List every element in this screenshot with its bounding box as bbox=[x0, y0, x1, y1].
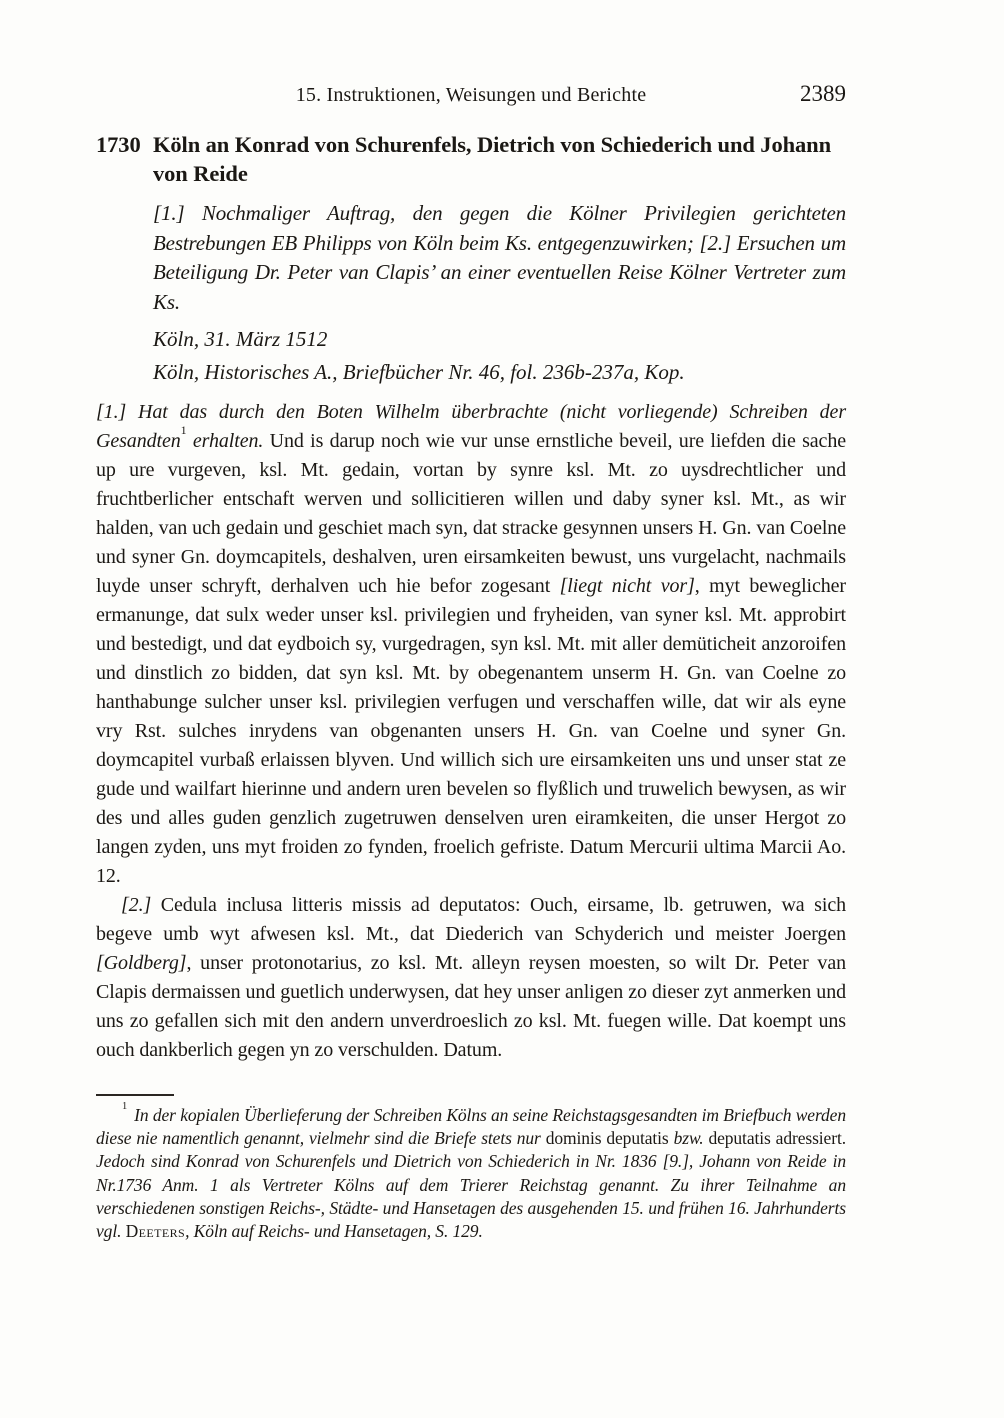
paragraph-1-text-continued: , myt beweglicher ermanunge, dat sulx weder unser ksl. privilegien und fryheiden, van syner ksl. Mt. approbirt und bestedigt, und dat eydboich sy, vurgedragen, syn ksl. Mt. mit aller demüticheit anzoroifen und dinstlich zo bidden, dat syn ksl. Mt. by obegenantem unserm H. Gn. van Coelne zo hanthabunge sulcher unser ksl. privilegien verfugen und verschaffen wille, dat wir als eyne vry Rst. sulches inrydens van obgenanten unsers H. Gn. van Coelne und syner Gn. doymcapitel vurbaß erlaissen blyven. Und willich sich ure eirsamkeiten uns und unser stat ze gude und wailfart hierinne und andern uren bevelen so flyßlich und truwelich bewysen, as wir des und alles guden genzlich zugetruwen denselven uren eiramkeiten, die unser Hergot zo langen zyden, uns myt froiden zo fynden, froelich gefriste. Datum Mercurii ultima Marcii Ao. 12. bbox=[96, 575, 846, 887]
paragraph-1-editorial-note: [liegt nicht vor] bbox=[559, 575, 695, 597]
entry-summary: [1.] Nochmaliger Auftrag, den gegen die Kölner Privilegien gerichteten Bestrebungen EB Philipps von Köln beim Ks. entgegenzuwirken; [2.] Ersuchen um Beteiligung Dr. Peter van Clapis’ an einer eventuellen Reise Kölner Vertreter zum Ks. bbox=[153, 201, 846, 314]
paragraph-1-italic-lead-end: erhalten. bbox=[186, 430, 264, 452]
paragraph-1-italic-lead: [1.] Hat das durch den Boten Wilhelm überbrachte (nicht vorliegende) Schreiben der Gesandten bbox=[96, 401, 846, 452]
footnote-block bbox=[96, 1094, 846, 1243]
body-paragraph-1 bbox=[96, 398, 846, 891]
entry-source-reference: Köln, Historisches A., Briefbücher Nr. 46, fol. 236b-237a, Kop. bbox=[153, 360, 685, 384]
entry-heading bbox=[96, 130, 846, 188]
footnote-1-italic-text: In der kopialen Überlieferung der Schreiben Kölns an seine Reichstagsgesandten im Briefbuch werden diese nie namentlich genannt, vielmehr sind die Briefe stets nur bbox=[96, 1105, 846, 1149]
paragraph-2-editorial-note: [Goldberg] bbox=[96, 952, 187, 974]
footnote-1-marker: 1 bbox=[122, 1101, 128, 1113]
page-number: 2389 bbox=[800, 81, 846, 106]
paragraph-2-text-continued: , unser protonotarius, zo ksl. Mt. alleyn reysen moesten, so wilt Dr. Peter van Clapis dermaissen und guetlich underwysen, dat hey unser anligen zo dieser zyt anmerken und uns zo gefallen sich mit den andern unverdroeslich zo ksl. Mt. fuegen wille. Dat koempt uns ouch dankberlich gegen yn zo verschulden. Datum. bbox=[96, 952, 846, 1061]
footnote-1-latin-phrase: dominis deputatis bbox=[545, 1128, 674, 1149]
footnote-separator-rule bbox=[96, 1094, 174, 1096]
footnote-1-author-name: Deeters bbox=[125, 1221, 186, 1242]
paragraph-2-text: Cedula inclusa litteris missis ad deputatos: Ouch, eirsame, lb. getruwen, wa sich begeve umb wyt afwesen ksl. Mt., dat Diederich van Schyderich und meister Joergen bbox=[96, 894, 846, 945]
entry-title: Köln an Konrad von Schurenfels, Dietrich von Schiederich und Johann von Reide bbox=[153, 132, 832, 186]
footnote-1-abbreviation: bzw. bbox=[673, 1128, 704, 1149]
running-head-title: 15. Instruktionen, Weisungen und Berichte bbox=[295, 84, 647, 106]
footnote-reference-1: 1 bbox=[180, 422, 187, 437]
footnote-1-latin-phrase-2: deputatis adressiert. bbox=[703, 1128, 846, 1149]
running-head bbox=[96, 81, 846, 111]
entry-number: 1730 bbox=[96, 132, 141, 157]
footnote-1-italic-text-2: Jedoch sind Konrad von Schurenfels und Dietrich von Schiederich in Nr. 1836 [9.], Johann von Reide in Nr.1736 Anm. 1 als Vertreter Kölns auf dem Trierer Reichstag genannt. Zu ihrer Teilnahme an verschiedenen sonstigen Reichs-, Städte- und Hansetagen des ausgehenden 15. und frühen 16. Jahrhunderts vgl. bbox=[96, 1151, 846, 1242]
entry-dateline: Köln, 31. März 1512 bbox=[153, 327, 328, 351]
footnote-1 bbox=[96, 1101, 846, 1243]
body-paragraph-2 bbox=[96, 891, 846, 1065]
footnote-1-work-title: , Köln auf Reichs- und Hansetagen, S. 129. bbox=[185, 1221, 483, 1242]
paragraph-1-text: Und is darup noch wie vur unse ernstliche beveil, ure liefden die sache up ure vurgeven, ksl. Mt. gedain, vortan by synre ksl. Mt. zo uysdrechtlicher und fruchtberlicher entschaft werven und sollicitieren willen und daby syner ksl. Mt., as wir halden, van uch gedain und geschiet mach syn, dat stracke gesynnen unsers H. Gn. van Coelne und syner Gn. doymcapitels, deshalven, uren eirsamkeiten bewust, uns vurgelacht, nachmails luyde unser schryft, derhalven uch hie befor zogesant bbox=[96, 430, 846, 597]
entry-body bbox=[96, 398, 846, 1065]
paragraph-2-italic-lead: [2.] bbox=[121, 894, 152, 916]
